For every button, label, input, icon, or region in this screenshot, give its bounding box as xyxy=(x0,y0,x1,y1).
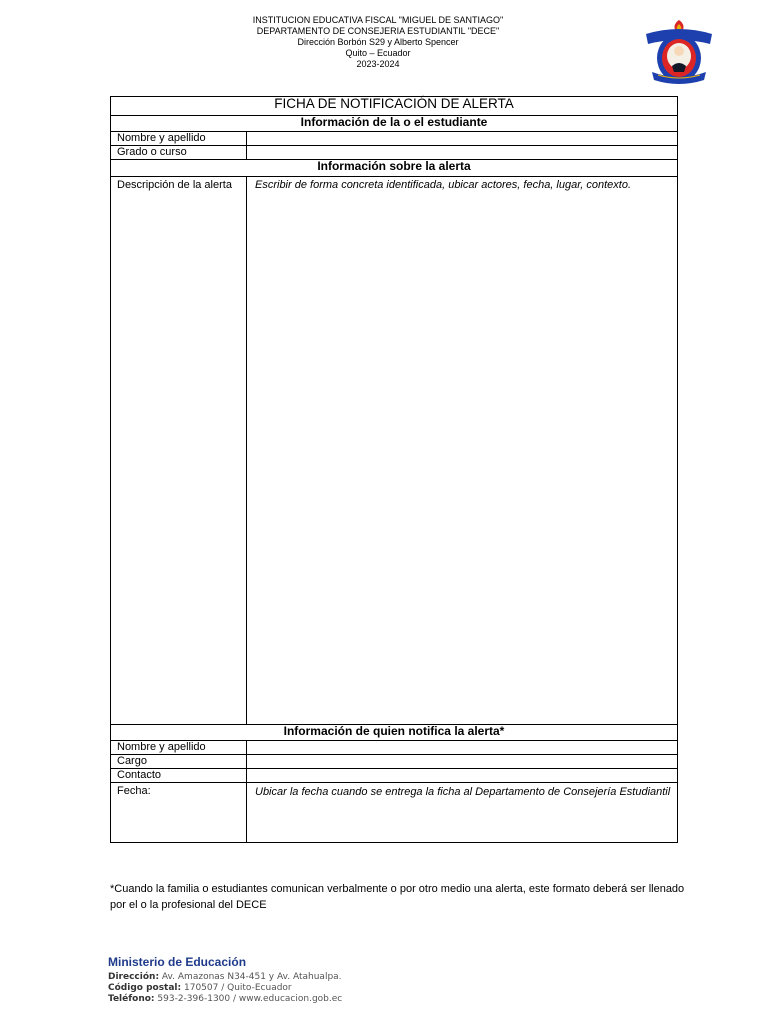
footer-address-value: Av. Amazonas N34-451 y Av. Atahualpa. xyxy=(161,972,342,982)
footnote: *Cuando la familia o estudiantes comunican verbalmente o por otro medio una alerta, este formato deberá ser llenado por el o la profesional del DECE xyxy=(110,883,685,911)
footer-phone-value: 593-2-396-1300 / www.educacion.gob.ec xyxy=(157,994,343,1004)
notifier-contact-label: Contacto xyxy=(111,769,247,783)
notifier-contact-field[interactable] xyxy=(247,769,678,783)
student-name-label: Nombre y apellido xyxy=(111,132,247,146)
institution-city: Quito – Ecuador xyxy=(345,48,411,58)
footer-postal-value: 170507 / Quito-Ecuador xyxy=(184,983,292,993)
student-grade-label: Grado o curso xyxy=(111,146,247,160)
alert-description-hint: Escribir de forma concreta identificada, ubicar actores, fecha, lugar, contexto. xyxy=(255,179,632,191)
notifier-role-field[interactable] xyxy=(247,755,678,769)
footer-phone xyxy=(108,994,342,1005)
alert-description-field[interactable] xyxy=(247,177,678,725)
school-crest-logo xyxy=(640,18,718,86)
date-label: Fecha: xyxy=(111,783,247,843)
institution-name: INSTITUCION EDUCATIVA FISCAL "MIGUEL DE SANTIAGO" xyxy=(252,15,504,25)
notifier-name-label: Nombre y apellido xyxy=(111,741,247,755)
ministry-footer xyxy=(108,955,342,1005)
form-title: FICHA DE NOTIFICACIÓN DE ALERTA xyxy=(111,97,678,116)
school-year: 2023-2024 xyxy=(356,59,400,69)
notifier-role-label: Cargo xyxy=(111,755,247,769)
date-field[interactable] xyxy=(247,783,678,843)
date-hint: Ubicar la fecha cuando se entrega la ficha al Departamento de Consejería Estudiantil xyxy=(255,786,671,798)
footer-postal-label: Código postal: xyxy=(108,983,182,993)
department-name: DEPARTAMENTO DE CONSEJERIA ESTUDIANTIL "DECE" xyxy=(256,26,500,36)
alert-section-heading: Información sobre la alerta xyxy=(111,160,678,177)
student-name-field[interactable] xyxy=(247,132,678,146)
notifier-name-field[interactable] xyxy=(247,741,678,755)
footer-phone-label: Teléfono: xyxy=(108,994,155,1004)
document-header xyxy=(178,15,578,70)
notifier-section-heading: Información de quien notifica la alerta* xyxy=(111,725,678,741)
footer-address xyxy=(108,972,342,983)
alert-notification-form xyxy=(110,96,678,843)
student-section-heading: Información de la o el estudiante xyxy=(111,116,678,132)
footer-postal xyxy=(108,983,342,994)
student-grade-field[interactable] xyxy=(247,146,678,160)
ministry-name: Ministerio de Educación xyxy=(108,955,247,969)
footer-address-label: Dirección: xyxy=(108,972,160,982)
institution-address: Dirección Borbón S29 y Alberto Spencer xyxy=(297,37,459,47)
alert-description-label: Descripción de la alerta xyxy=(111,177,247,725)
